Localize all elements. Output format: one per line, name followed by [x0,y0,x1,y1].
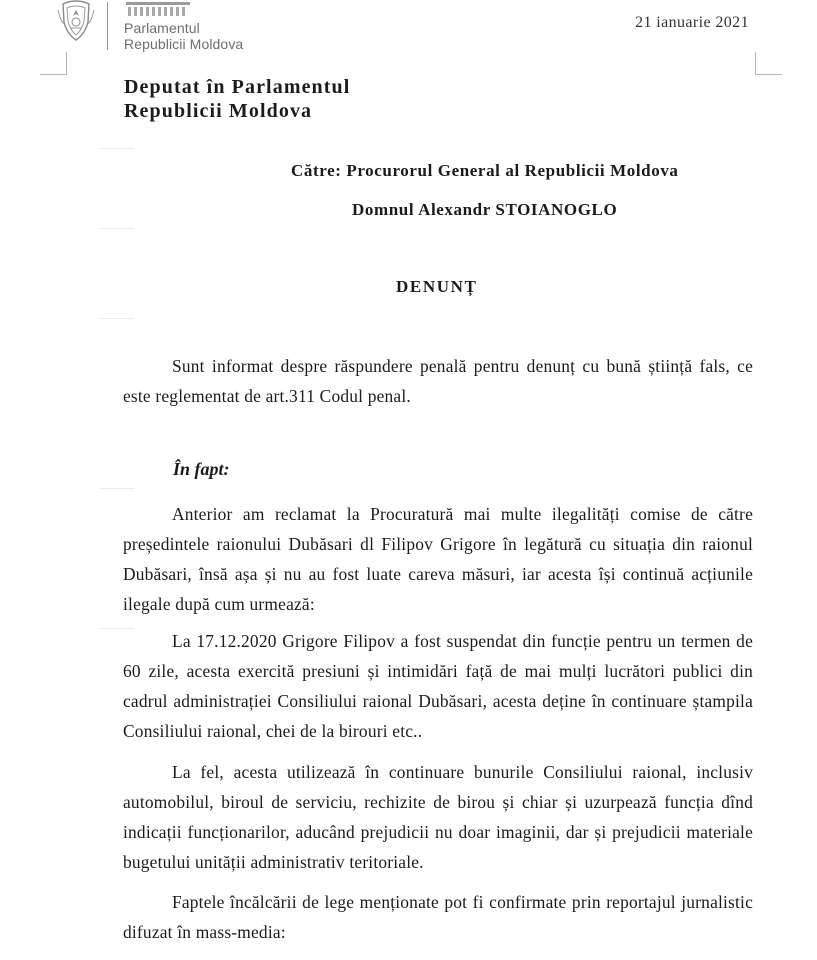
facts-heading: În fapt: [173,459,230,479]
addressee-name: Domnul Alexandr STOIANOGLO [352,200,618,219]
coat-of-arms-icon [55,0,97,42]
sender-line1: Deputat în Parlamentul [124,76,351,98]
scan-artifact [100,628,134,629]
right-corner-mark [755,52,782,75]
document-date: 21 ianuarie 2021 [635,14,749,31]
header-separator [107,2,108,50]
sender-line2: Republicii Moldova [124,100,313,122]
addressee-line: Către: Procurorul General al Republicii Moldova [291,161,679,180]
scan-artifact [100,318,134,319]
document-title: DENUNȚ [396,277,478,296]
body-paragraph: La fel, acesta utilizează în continuare bunurile Consiliului raional, inclusiv automobilul, biroul de serviciu, rechizite de birou și chiar și uzurpează funcția dînd indicații funcționarilor, aducând prejudicii nu doar imaginii, dar și prejudicii materiale bugetului unității administrativ teritoriale. [123,762,753,872]
body-paragraph: Anterior am reclamat la Procuratură mai multe ilegalități comise de către președintele raionului Dubăsari dl Filipov Grigore în legătură cu situația din raionul Dubăsari, însă așa și nu au fost luate careva măsuri, iar acesta își continuă acțiunile ilegale după cum urmează: [123,504,753,614]
body-paragraph: La 17.12.2020 Grigore Filipov a fost suspendat din funcție pentru un termen de 60 zile, acesta exercită presiuni și intimidări față de mai mulți lucrători publici din cadrul administrației Consiliului raional Dubăsari, acesta deține în continuare ștampila Consiliului raional, chei de la birouri etc.. [123,631,753,741]
sender-title [124,75,350,123]
parliament-building-icon [124,0,194,18]
scan-artifact [100,148,134,149]
body-paragraph: Faptele încălcării de lege menționate pot fi confirmate prin reportajul jurnalistic difuzat în mass-media: [123,892,753,942]
scan-artifact [100,488,134,489]
institution-name-line2: Republicii Moldova [124,36,244,52]
left-corner-mark [40,52,67,75]
scan-artifact [100,228,134,229]
institution-name-line1: Parlamentul [124,20,200,36]
intro-paragraph: Sunt informat despre răspundere penală pentru denunț cu bună știință fals, ce este reglementat de art.311 Codul penal. [123,356,753,406]
